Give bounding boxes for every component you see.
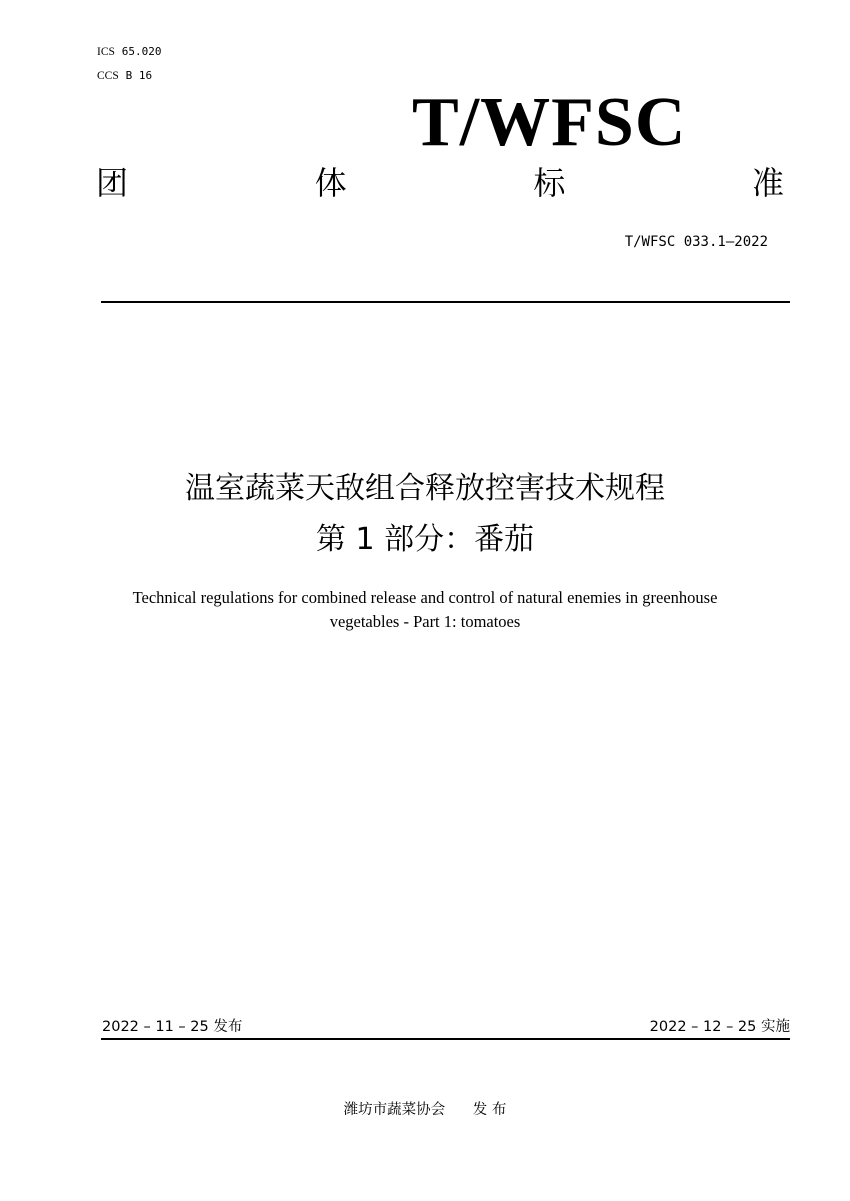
- standard-type-char: 团: [96, 164, 129, 202]
- ics-code: 65.020: [121, 45, 162, 58]
- ccs-line: [97, 64, 162, 88]
- standard-type-char: 标: [533, 164, 566, 202]
- ics-label: ICS: [97, 46, 115, 58]
- title-english: Technical regulations for combined release and control of natural enemies in greenhouse vegetables - Part 1: tomatoes: [132, 588, 718, 631]
- ics-line: [97, 40, 162, 64]
- top-divider: [101, 301, 790, 303]
- title-chinese-line1: 温室蔬菜天敌组合释放控害技术规程: [185, 471, 665, 506]
- classification-codes: [97, 40, 162, 88]
- implement-date: 2022 – 12 – 25 实施: [649, 1019, 790, 1035]
- bottom-divider: [101, 1038, 790, 1040]
- ccs-label: CCS: [97, 70, 119, 82]
- standard-type-char: 准: [751, 164, 784, 202]
- title-chinese-line2: 第 1 部分：番茄: [315, 522, 535, 557]
- ccs-code: B 16: [125, 69, 153, 82]
- issuing-organization: 潍坊市蔬菜协会 发 布: [343, 1102, 507, 1118]
- standard-type-heading: [96, 160, 784, 206]
- publish-date: 2022 – 11 – 25 发布: [102, 1019, 243, 1035]
- standard-number: T/WFSC 033.1—2022: [624, 234, 768, 250]
- standard-type-char: 体: [314, 164, 347, 202]
- standard-brand-logo: T/WFSC: [412, 84, 687, 161]
